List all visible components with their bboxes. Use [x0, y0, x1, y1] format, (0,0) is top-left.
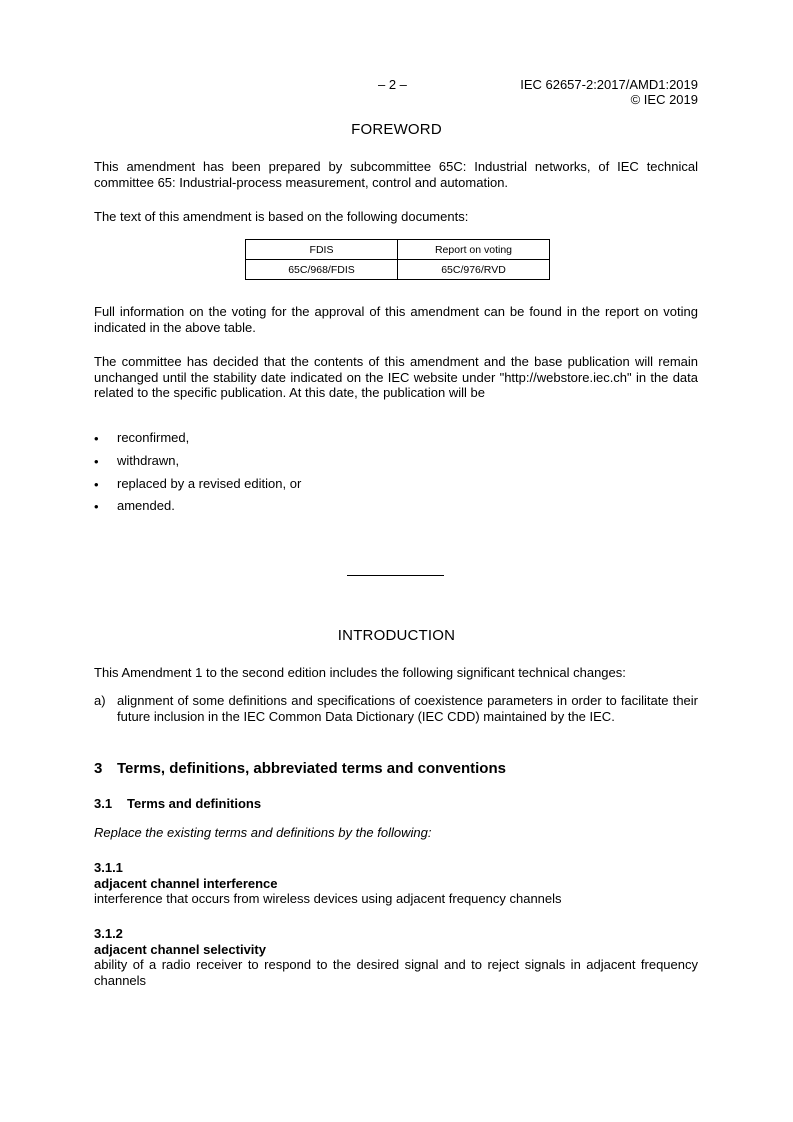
list-item: withdrawn,	[117, 453, 180, 468]
list-item: amended.	[117, 498, 175, 513]
term-name: adjacent channel interference	[94, 875, 278, 891]
subsection-title: Terms and definitions	[127, 796, 262, 811]
foreword-title: FOREWORD	[351, 121, 442, 138]
term-definition: ability of a radio receiver to respond to the desired signal and to reject signals in adjacent frequency channels	[94, 957, 698, 988]
table-row	[246, 260, 550, 280]
copyright: © IEC 2019	[630, 92, 698, 107]
table-header-row	[246, 240, 550, 260]
bullet-marker: •	[94, 431, 99, 446]
term-number: 3.1.2	[94, 926, 123, 941]
bullet-marker: •	[94, 499, 99, 514]
table-cell: 65C/968/FDIS	[246, 260, 398, 280]
document-reference	[440, 77, 698, 107]
foreword-paragraph-3: Full information on the voting for the approval of this amendment can be found in the report on voting indicated in the above table.	[94, 304, 698, 335]
introduction-title: INTRODUCTION	[337, 627, 456, 644]
section-number: 3	[94, 760, 103, 777]
page-number: – 2 –	[378, 77, 407, 92]
list-item: replaced by a revised edition, or	[117, 476, 302, 491]
introduction-paragraph: This Amendment 1 to the second edition includes the following significant technical changes:	[94, 665, 626, 680]
introduction-list-item: alignment of some definitions and specifications of coexistence parameters in order to facilitate their future inclusion in the IEC Common Data Dictionary (IEC CDD) maintained by the IEC.	[117, 693, 698, 724]
section-separator	[347, 575, 444, 576]
foreword-paragraph-4: The committee has decided that the contents of this amendment and the base publication will remain unchanged until the stability date indicated on the IEC website under "http://webstore.iec.ch" in the data related to the specific publication. At this date, the publication will be	[94, 354, 698, 401]
bullet-marker: •	[94, 454, 99, 469]
term-definition: interference that occurs from wireless devices using adjacent frequency channels	[94, 891, 562, 906]
subsection-number: 3.1	[94, 796, 113, 811]
term-name: adjacent channel selectivity	[94, 941, 266, 957]
term-entry	[94, 860, 698, 907]
table-cell: 65C/976/RVD	[398, 260, 550, 280]
table-header-cell: FDIS	[246, 240, 398, 260]
list-marker: a)	[94, 693, 106, 708]
doc-ref: IEC 62657-2:2017/AMD1:2019	[520, 77, 698, 92]
bullet-marker: •	[94, 477, 99, 492]
section-title: Terms, definitions, abbreviated terms and conventions	[117, 760, 506, 777]
documents-table	[245, 239, 550, 280]
term-number: 3.1.1	[94, 860, 123, 875]
table-header-cell: Report on voting	[398, 240, 550, 260]
amendment-instruction: Replace the existing terms and definitions by the following:	[94, 825, 432, 840]
list-item: reconfirmed,	[117, 430, 190, 445]
term-entry	[94, 926, 698, 988]
foreword-paragraph-1: This amendment has been prepared by subcommittee 65C: Industrial networks, of IEC technical committee 65: Industrial-process measurement, control and automation.	[94, 159, 698, 190]
foreword-paragraph-2: The text of this amendment is based on the following documents:	[94, 209, 469, 224]
